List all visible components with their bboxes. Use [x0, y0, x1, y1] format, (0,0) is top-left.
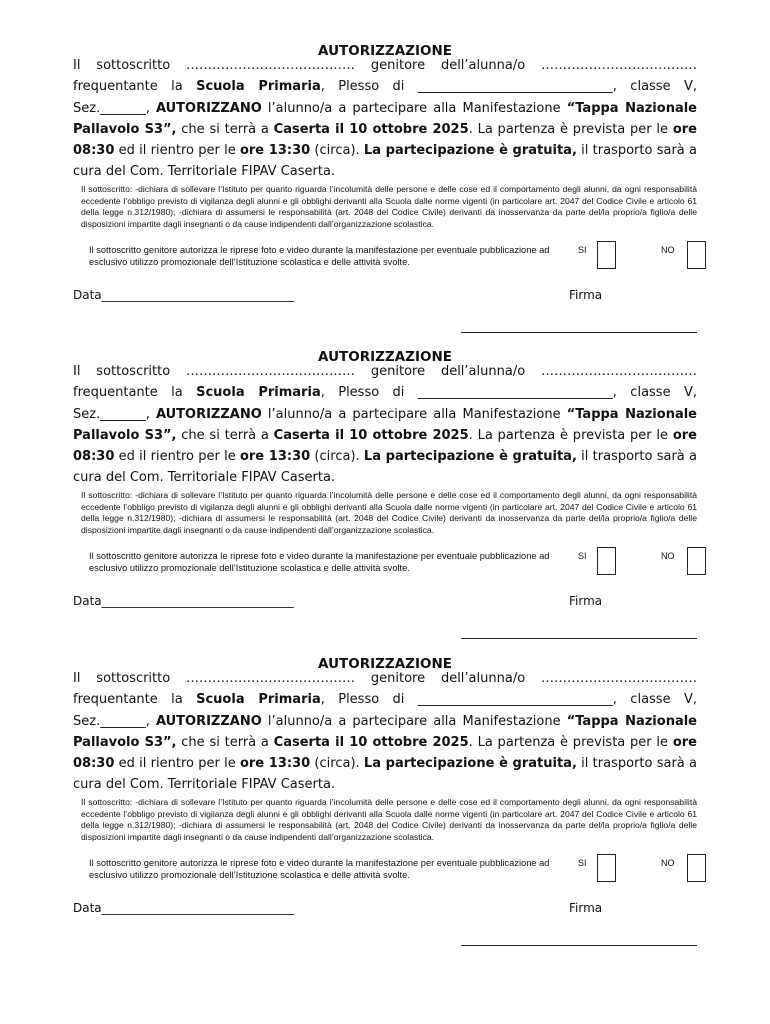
authorization-form-3	[73, 656, 697, 956]
place-date: Caserta il 10 ottobre 2025	[273, 427, 469, 443]
date-field[interactable]: Data________________________________	[73, 288, 294, 302]
event-name: “Tappa Nazionale Pallavolo S3”,	[73, 100, 697, 137]
si-checkbox[interactable]	[597, 854, 616, 882]
si-label: SI	[578, 858, 587, 868]
text-circa: (circa).	[310, 143, 364, 159]
line-sottoscritto: Il sottoscritto ………………………………… genitore dell’alunna/o ………………………………	[73, 58, 697, 73]
text-frequentante: frequentante la	[73, 692, 197, 708]
departure-time: ore 08:30	[73, 121, 697, 159]
authorize-word: AUTORIZZANO	[155, 100, 262, 116]
free-participation: La partecipazione è gratuita,	[363, 449, 577, 465]
text-partenza: . La partenza è prevista per le	[468, 734, 673, 750]
free-participation: La partecipazione è gratuita,	[363, 756, 577, 772]
form-paragraph	[73, 668, 697, 796]
text-trasporto: il trasporto sarà a cura del Com. Territoriale FIPAV Caserta.	[73, 143, 697, 180]
no-checkbox[interactable]	[687, 547, 706, 575]
text-frequentante: frequentante la	[73, 385, 197, 401]
form-title: AUTORIZZAZIONE	[318, 656, 452, 672]
authorize-word: AUTORIZZANO	[155, 406, 262, 422]
text-partecipare: l’alunno/a a partecipare alla Manifestazione	[261, 713, 567, 729]
text-plesso: , Plesso di ______________________________, classe V,	[320, 79, 697, 95]
text-sezione: Sez._______,	[73, 713, 156, 729]
text-rientro: ed il rientro per le	[114, 756, 240, 772]
text-trasporto: il trasporto sarà a cura del Com. Territoriale FIPAV Caserta.	[73, 756, 697, 793]
departure-time: ore 08:30	[73, 427, 697, 465]
text-sezione: Sez._______,	[73, 100, 156, 116]
no-checkbox[interactable]	[687, 854, 706, 882]
text-circa: (circa).	[310, 449, 364, 465]
school-name: Scuola Primaria	[196, 385, 321, 401]
signature-line[interactable]	[461, 332, 697, 333]
line-sottoscritto: Il sottoscritto ………………………………… genitore dell’alunna/o ………………………………	[73, 364, 697, 379]
text-partecipare: l’alunno/a a partecipare alla Manifestazione	[261, 406, 567, 422]
signature-line[interactable]	[461, 945, 697, 946]
no-checkbox[interactable]	[687, 241, 706, 269]
departure-time: ore 08:30	[73, 734, 697, 772]
return-time: ore 13:30	[239, 756, 311, 772]
return-time: ore 13:30	[239, 449, 311, 465]
text-rientro: ed il rientro per le	[114, 449, 240, 465]
liability-disclaimer: Il sottoscritto: -dichiara di sollevare l’Istituto per quanto riguarda l’incolumità delle persone e delle cose ed il comportamento degli alunni, da ogni responsabilità eccedente l’obbligo previsto di vigilanza degli alunni e gli obblighi derivanti alla Scuola dalle norme vigenti (in particolare art. 2047 del Codice Civile e articolo 61 della legge n.312/1980); -dichiara di assumersi le responsabilità (art. 2048 del Codice Civile) derivanti da inosservanza da parte del/la proprio/a figlio/a delle disposizioni impartite dagli insegnanti o da cause indipendenti dall’organizzazione scolastica.	[81, 797, 697, 842]
return-time: ore 13:30	[239, 143, 311, 159]
event-name: “Tappa Nazionale Pallavolo S3”,	[73, 406, 697, 443]
si-label: SI	[578, 245, 587, 255]
date-field[interactable]: Data________________________________	[73, 901, 294, 915]
authorization-form-2	[73, 349, 697, 649]
place-date: Caserta il 10 ottobre 2025	[273, 121, 469, 137]
school-name: Scuola Primaria	[196, 692, 321, 708]
date-field[interactable]: Data________________________________	[73, 594, 294, 608]
text-si-terra: che si terrà a	[176, 427, 274, 443]
authorization-form-1	[73, 43, 697, 343]
text-si-terra: che si terrà a	[176, 734, 274, 750]
form-paragraph	[73, 361, 697, 489]
media-consent-text: Il sottoscritto genitore autorizza le riprese foto e video durante la manifestazione per eventuale pubblicazione ad esclusivo utilizzo promozionale dell’Istituzione scolastica e delle attività svolte.	[89, 551, 550, 573]
free-participation: La partecipazione è gratuita,	[363, 143, 577, 159]
si-checkbox[interactable]	[597, 547, 616, 575]
text-si-terra: che si terrà a	[176, 121, 274, 137]
text-circa: (circa).	[310, 756, 364, 772]
form-title: AUTORIZZAZIONE	[318, 349, 452, 365]
line-sottoscritto: Il sottoscritto ………………………………… genitore dell’alunna/o ………………………………	[73, 671, 697, 686]
text-plesso: , Plesso di ______________________________, classe V,	[320, 385, 697, 401]
no-label: NO	[661, 551, 675, 561]
no-label: NO	[661, 858, 675, 868]
text-sezione: Sez._______,	[73, 406, 156, 422]
no-label: NO	[661, 245, 675, 255]
signature-label: Firma	[569, 901, 603, 915]
media-consent-text: Il sottoscritto genitore autorizza le riprese foto e video durante la manifestazione per eventuale pubblicazione ad esclusivo utilizzo promozionale dell’Istituzione scolastica e delle attività svolte.	[89, 245, 550, 267]
authorize-word: AUTORIZZANO	[155, 713, 262, 729]
text-partenza: . La partenza è prevista per le	[468, 427, 673, 443]
signature-label: Firma	[569, 594, 603, 608]
school-name: Scuola Primaria	[196, 79, 321, 95]
event-name: “Tappa Nazionale Pallavolo S3”,	[73, 713, 697, 750]
media-consent-text: Il sottoscritto genitore autorizza le riprese foto e video durante la manifestazione per eventuale pubblicazione ad esclusivo utilizzo promozionale dell’Istituzione scolastica e delle attività svolte.	[89, 858, 550, 880]
form-paragraph	[73, 55, 697, 183]
text-plesso: , Plesso di ______________________________, classe V,	[320, 692, 697, 708]
liability-disclaimer: Il sottoscritto: -dichiara di sollevare l’Istituto per quanto riguarda l’incolumità delle persone e delle cose ed il comportamento degli alunni, da ogni responsabilità eccedente l’obbligo previsto di vigilanza degli alunni e gli obblighi derivanti alla Scuola dalle norme vigenti (in particolare art. 2047 del Codice Civile e articolo 61 della legge n.312/1980); -dichiara di assumersi le responsabilità (art. 2048 del Codice Civile) derivanti da inosservanza da parte del/la proprio/a figlio/a delle disposizioni impartite dagli insegnanti o da cause indipendenti dall’organizzazione scolastica.	[81, 184, 697, 229]
text-rientro: ed il rientro per le	[114, 143, 240, 159]
text-frequentante: frequentante la	[73, 79, 197, 95]
text-partenza: . La partenza è prevista per le	[468, 121, 673, 137]
si-label: SI	[578, 551, 587, 561]
form-title: AUTORIZZAZIONE	[318, 43, 452, 59]
liability-disclaimer: Il sottoscritto: -dichiara di sollevare l’Istituto per quanto riguarda l’incolumità delle persone e delle cose ed il comportamento degli alunni, da ogni responsabilità eccedente l’obbligo previsto di vigilanza degli alunni e gli obblighi derivanti alla Scuola dalle norme vigenti (in particolare art. 2047 del Codice Civile e articolo 61 della legge n.312/1980); -dichiara di assumersi le responsabilità (art. 2048 del Codice Civile) derivanti da inosservanza da parte del/la proprio/a figlio/a delle disposizioni impartite dagli insegnanti o da cause indipendenti dall’organizzazione scolastica.	[81, 490, 697, 535]
signature-label: Firma	[569, 288, 603, 302]
text-trasporto: il trasporto sarà a cura del Com. Territoriale FIPAV Caserta.	[73, 449, 697, 486]
text-partecipare: l’alunno/a a partecipare alla Manifestazione	[261, 100, 567, 116]
place-date: Caserta il 10 ottobre 2025	[273, 734, 469, 750]
si-checkbox[interactable]	[597, 241, 616, 269]
signature-line[interactable]	[461, 638, 697, 639]
